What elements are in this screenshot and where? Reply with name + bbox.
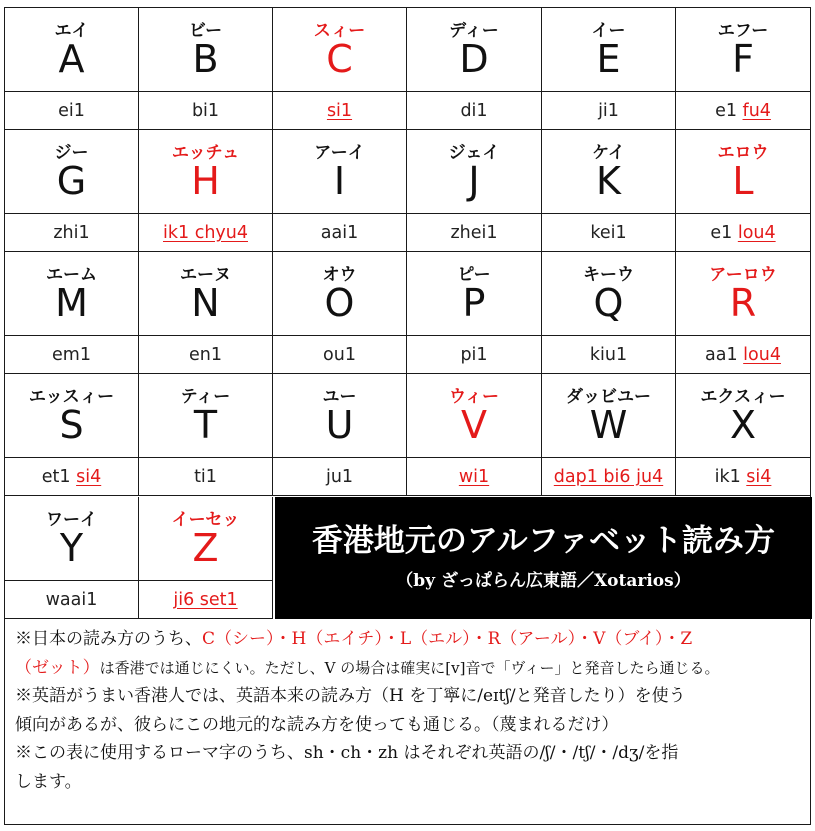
jyutping-text: si1 [326, 101, 353, 121]
letter-glyph: V [461, 403, 487, 447]
jyutping-text: et1 [41, 467, 77, 487]
letter-cell-i [273, 130, 407, 214]
jyutping-cell-n [139, 336, 273, 374]
letter-glyph: X [729, 403, 757, 447]
katakana-reading: ディー [449, 21, 499, 41]
letter-glyph: M [55, 281, 88, 325]
jyutping-text: kiu1 [589, 345, 628, 365]
note-line-3: ※英語がうまい香港人では、英語本来の読み方（H を丁寧に/eɪtʃ/と発音したり）を使う [15, 686, 686, 706]
letter-glyph: E [596, 37, 621, 81]
letter-cell-m [5, 252, 139, 336]
jyutping-text: di1 [460, 101, 488, 121]
letter-glyph: L [732, 159, 754, 203]
alphabet-table [4, 7, 811, 825]
jyutping-cell-m [5, 336, 139, 374]
jyutping-cell-d [407, 92, 542, 130]
katakana-reading: エクスィー [700, 387, 786, 407]
jyutping-text: bi1 [191, 101, 220, 121]
notes-section [5, 619, 810, 825]
letter-cell-q [542, 252, 676, 336]
letter-cell-j [407, 130, 542, 214]
katakana-reading: イー [591, 21, 626, 41]
letter-glyph: K [596, 159, 621, 203]
katakana-reading: エッチュ [171, 143, 240, 163]
katakana-reading: ダッビユー [566, 387, 651, 407]
jyutping-cell-p [407, 336, 542, 374]
jyutping-text: ti1 [194, 467, 217, 487]
katakana-reading: ジー [54, 143, 89, 163]
letter-glyph: Q [593, 281, 624, 325]
letter-cell-h [139, 130, 273, 214]
jyutping-cell-k [542, 214, 676, 252]
jyutping-cell-f [676, 92, 810, 130]
jyutping-cell-h [139, 214, 273, 252]
katakana-reading: ケイ [592, 143, 625, 163]
letter-cell-b [139, 8, 273, 92]
jyutping-cell-a [5, 92, 139, 130]
note-line-6: します。 [15, 771, 82, 792]
katakana-reading: エッスィー [28, 387, 115, 407]
katakana-reading: ティー [180, 387, 231, 407]
katakana-reading: キーウ [583, 265, 634, 285]
banner-subtitle: （by ざっぱらん広東語／Xotarios） [396, 571, 691, 591]
jyutping-cell-e [542, 92, 676, 130]
banner-title: 香港地元のアルファベット読み方 [311, 523, 776, 559]
jyutping-cell-y [5, 581, 139, 619]
letter-glyph: C [326, 37, 353, 81]
note-line-5: ※この表に使用するローマ字のうち、sh・ch・zh はそれぞれ英語の/ʃ/・/tʃ/・/dʒ/を指 [15, 743, 679, 763]
katakana-reading: ピー [457, 265, 491, 285]
jyutping-text: ou1 [323, 345, 356, 365]
katakana-reading: アーイ [314, 143, 365, 163]
jyutping-text: fu4 [742, 101, 771, 121]
letter-glyph: S [59, 403, 84, 447]
jyutping-text: en1 [189, 345, 222, 365]
letter-glyph: F [732, 37, 754, 81]
letter-cell-d [407, 8, 542, 92]
letter-cell-u [273, 374, 407, 458]
jyutping-cell-v [407, 458, 542, 496]
letter-glyph: A [58, 37, 85, 81]
note-segment: （ゼット） [15, 657, 100, 678]
jyutping-text: ji1 [598, 101, 619, 121]
letter-cell-p [407, 252, 542, 336]
jyutping-text: ju1 [325, 467, 354, 487]
letter-glyph: U [325, 403, 354, 447]
letter-cell-t [139, 374, 273, 458]
jyutping-cell-c [273, 92, 407, 130]
note-segment: ※日本の読み方のうち、 [15, 629, 202, 649]
katakana-reading: エロウ [717, 143, 769, 163]
jyutping-text: ik1 chyu4 [163, 223, 248, 243]
jyutping-cell-s [5, 458, 139, 496]
letter-glyph: G [56, 159, 87, 203]
letter-cell-v [407, 374, 542, 458]
jyutping-text: wi1 [458, 467, 490, 487]
note-line-1 [15, 625, 802, 654]
letter-cell-o [273, 252, 407, 336]
letter-glyph: P [462, 281, 486, 325]
letter-glyph: D [459, 37, 489, 81]
jyutping-cell-g [5, 214, 139, 252]
jyutping-text: waai1 [45, 590, 98, 610]
katakana-reading: エイ [54, 21, 89, 41]
jyutping-cell-o [273, 336, 407, 374]
katakana-reading: アーロウ [709, 265, 777, 285]
jyutping-text: em1 [52, 345, 91, 365]
jyutping-cell-i [273, 214, 407, 252]
jyutping-cell-j [407, 214, 542, 252]
katakana-reading: エフー [717, 21, 769, 41]
letter-glyph: T [193, 403, 218, 447]
katakana-reading: ユー [322, 387, 357, 407]
note-line-2 [15, 654, 802, 683]
jyutping-cell-z [139, 581, 273, 619]
letter-glyph: J [468, 159, 480, 203]
jyutping-cell-w [542, 458, 676, 496]
katakana-reading: ジェイ [448, 143, 500, 163]
jyutping-text: zhei1 [450, 223, 498, 243]
jyutping-cell-q [542, 336, 676, 374]
letter-cell-f [676, 8, 810, 92]
letter-cell-w [542, 374, 676, 458]
letter-cell-y [5, 497, 139, 581]
letter-cell-c [273, 8, 407, 92]
letter-glyph: N [191, 281, 220, 325]
letter-glyph: H [191, 159, 220, 203]
letter-glyph: I [333, 159, 346, 203]
jyutping-text: kei1 [590, 223, 627, 243]
jyutping-cell-r [676, 336, 810, 374]
jyutping-text: si4 [746, 467, 772, 487]
letter-cell-x [676, 374, 810, 458]
katakana-reading: オウ [322, 265, 357, 285]
letter-glyph: B [192, 37, 219, 81]
letter-glyph: Y [59, 526, 84, 570]
note-segment: は香港では通じにくい。ただし、V の場合は確実に[v]音で「ヴィー」と発音したら通じる。 [99, 658, 720, 677]
jyutping-text: zhi1 [53, 223, 90, 243]
letter-cell-r [676, 252, 810, 336]
katakana-reading: イーセッ [171, 510, 240, 530]
jyutping-text: pi1 [460, 345, 488, 365]
jyutping-text: ei1 [58, 101, 85, 121]
letter-glyph: W [589, 403, 628, 447]
letter-cell-s [5, 374, 139, 458]
jyutping-text: ji6 set1 [173, 590, 238, 610]
katakana-reading: ワーイ [46, 510, 97, 530]
letter-glyph: O [324, 281, 355, 325]
katakana-reading: エーム [46, 265, 97, 285]
note-line-4: 傾向があるが、彼らにこの地元的な読み方を使っても通じる。（蔑まれるだけ） [15, 714, 619, 735]
jyutping-cell-u [273, 458, 407, 496]
note-segment: C（シー）・H（エイチ）・L（エル）・R（アール）・V（ブイ）・Z [202, 629, 693, 649]
letter-cell-e [542, 8, 676, 92]
jyutping-text: aa1 [705, 345, 744, 365]
jyutping-text: si4 [76, 467, 102, 487]
jyutping-text: e1 [715, 101, 743, 121]
letter-cell-n [139, 252, 273, 336]
jyutping-text: lou4 [743, 345, 781, 365]
letter-cell-l [676, 130, 810, 214]
katakana-reading: スィー [313, 21, 366, 41]
letter-cell-a [5, 8, 139, 92]
jyutping-cell-l [676, 214, 810, 252]
letter-cell-g [5, 130, 139, 214]
letter-cell-k [542, 130, 676, 214]
jyutping-text: aai1 [320, 223, 359, 243]
jyutping-text: e1 [710, 223, 738, 243]
letter-glyph: R [729, 281, 757, 325]
letter-cell-z [139, 497, 273, 581]
jyutping-cell-b [139, 92, 273, 130]
katakana-reading: エーヌ [180, 265, 231, 285]
jyutping-cell-x [676, 458, 810, 496]
jyutping-text: dap1 bi6 ju4 [553, 467, 664, 487]
jyutping-text: lou4 [737, 223, 776, 243]
letter-glyph: Z [192, 526, 219, 570]
jyutping-text: ik1 [714, 467, 747, 487]
katakana-reading: ビー [188, 21, 223, 41]
jyutping-cell-t [139, 458, 273, 496]
katakana-reading: ウィー [449, 387, 499, 407]
title-banner [275, 497, 812, 619]
